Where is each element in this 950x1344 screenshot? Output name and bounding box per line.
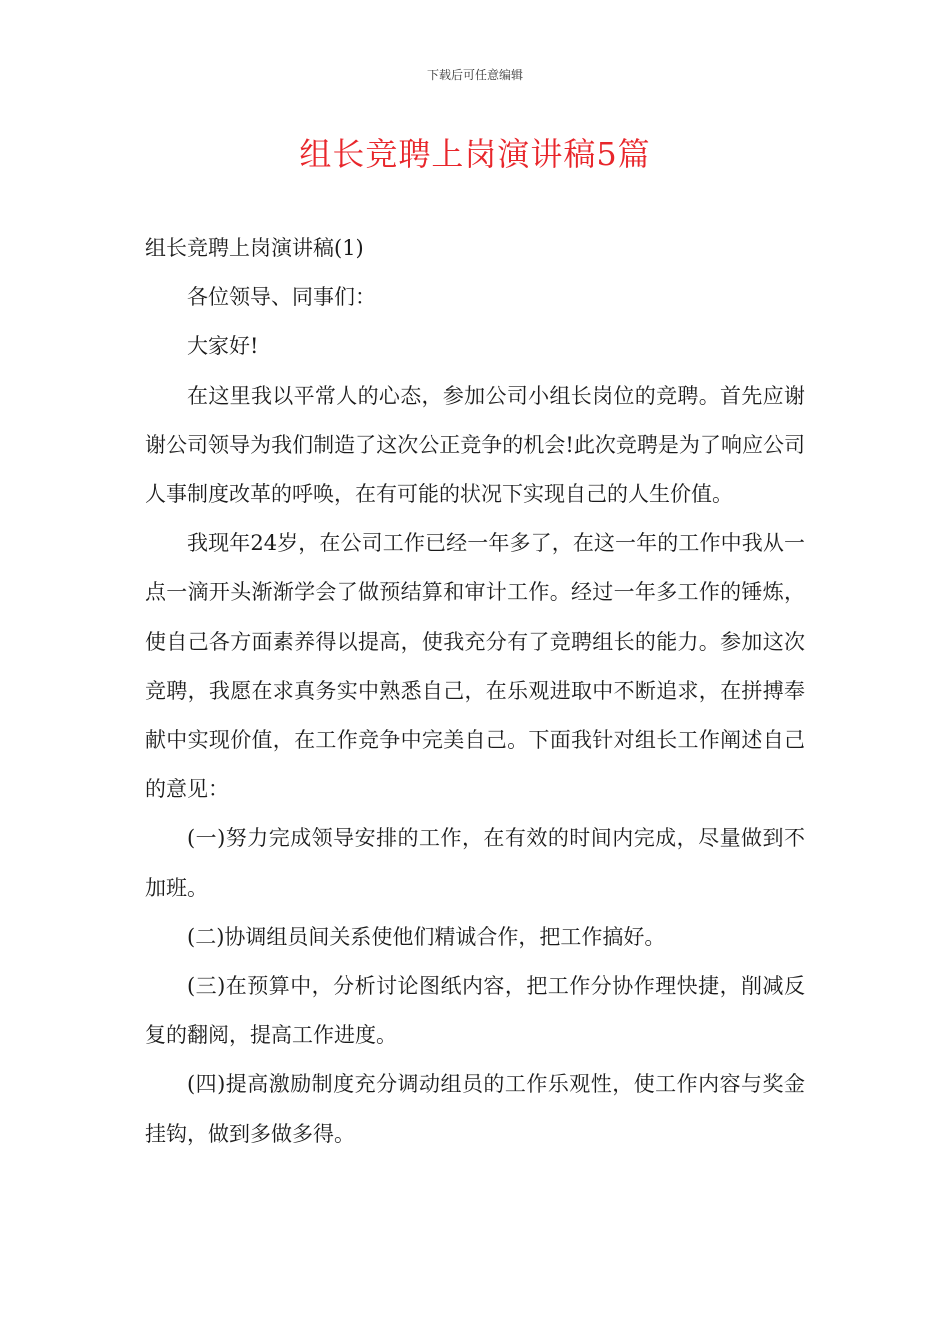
body-paragraph: 我现年24岁，在公司工作已经一年多了，在这一年的工作中我从一点一滴开头渐渐学会了做预结算和审计工作。经过一年多工作的锤炼，使自己各方面素养得以提高，使我充分有了竞聘组长的能力。参加这次竞聘，我愿在求真务实中熟悉自己，在乐观进取中不断追求，在拼搏奉献中实现价值，在工作竞争中完美自己。下面我针对组长工作阐述自己的意见：	[145, 531, 805, 802]
salutation: 各位领导、同事们：	[187, 285, 376, 310]
document-title: 组长竞聘上岗演讲稿5篇	[299, 135, 651, 173]
document-body	[145, 224, 805, 1159]
body-paragraph: 在这里我以平常人的心态，参加公司小组长岗位的竞聘。首先应谢谢公司领导为我们制造了这次公正竞争的机会!此次竞聘是为了响应公司人事制度改革的呼唤，在有可能的状况下实现自己的人生价值。	[145, 383, 805, 507]
list-item: (二)协调组员间关系使他们精诚合作，把工作搞好。	[187, 924, 666, 949]
section-heading: 组长竞聘上岗演讲稿(1)	[145, 236, 364, 260]
list-item: (一)努力完成领导安排的工作，在有效的时间内完成，尽量做到不加班。	[145, 826, 805, 900]
header-note: 下载后可任意编辑	[426, 68, 523, 82]
list-item: (三)在预算中，分析讨论图纸内容，把工作分协作理快捷，削减反复的翻阅，提高工作进度。	[145, 974, 805, 1048]
list-item: (四)提高激励制度充分调动组员的工作乐观性，使工作内容与奖金挂钩，做到多做多得。	[145, 1072, 805, 1146]
greeting: 大家好!	[187, 334, 259, 359]
